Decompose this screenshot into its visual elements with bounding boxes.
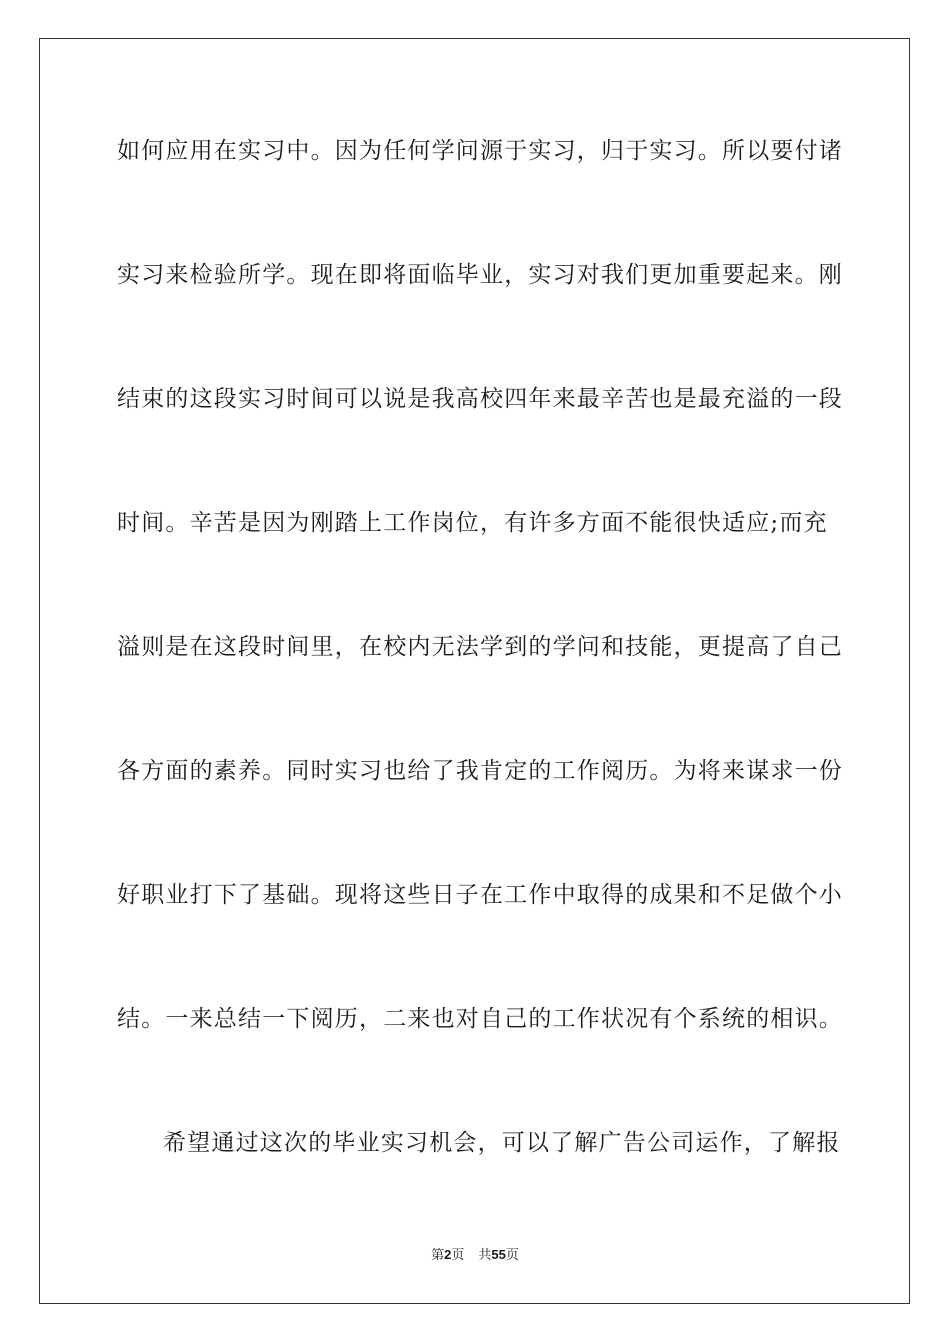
body-text-line-2: 实习来检验所学。现在即将面临毕业，实习对我们更加重要起来。刚 [117,262,843,288]
body-text-line-5: 溢则是在这段时间里，在校内无法学到的学问和技能，更提高了自己 [117,634,843,660]
total-pages: 55 [491,1247,506,1262]
page-number: 2 [444,1247,452,1262]
body-text-line-6: 各方面的素养。同时实习也给了我肯定的工作阅历。为将来谋求一份 [117,758,843,784]
body-text-line-4: 时间。辛苦是因为刚踏上工作岗位，有许多方面不能很快适应;而充 [117,510,828,536]
body-text-line-1: 如何应用在实习中。因为任何学问源于实习，归于实习。所以要付诸 [117,138,843,164]
total-label-suffix: 页 [505,1248,519,1263]
page-border [39,38,910,1304]
body-text-line-3: 结束的这段实习时间可以说是我高校四年来最辛苦也是最充溢的一段 [117,386,843,412]
page-label-suffix: 页 [451,1248,465,1263]
body-text-line-8: 结。一来总结一下阅历，二来也对自己的工作状况有个系统的相识。 [117,1006,843,1032]
body-text-line-7: 好职业打下了基础。现将这些日子在工作中取得的成果和不足做个小 [117,882,843,908]
total-label-prefix: 共 [478,1248,492,1263]
body-text-line-9: 希望通过这次的毕业实习机会，可以了解广告公司运作，了解报 [163,1130,841,1156]
page-label-prefix: 第 [431,1248,445,1263]
page-footer [0,1246,950,1265]
